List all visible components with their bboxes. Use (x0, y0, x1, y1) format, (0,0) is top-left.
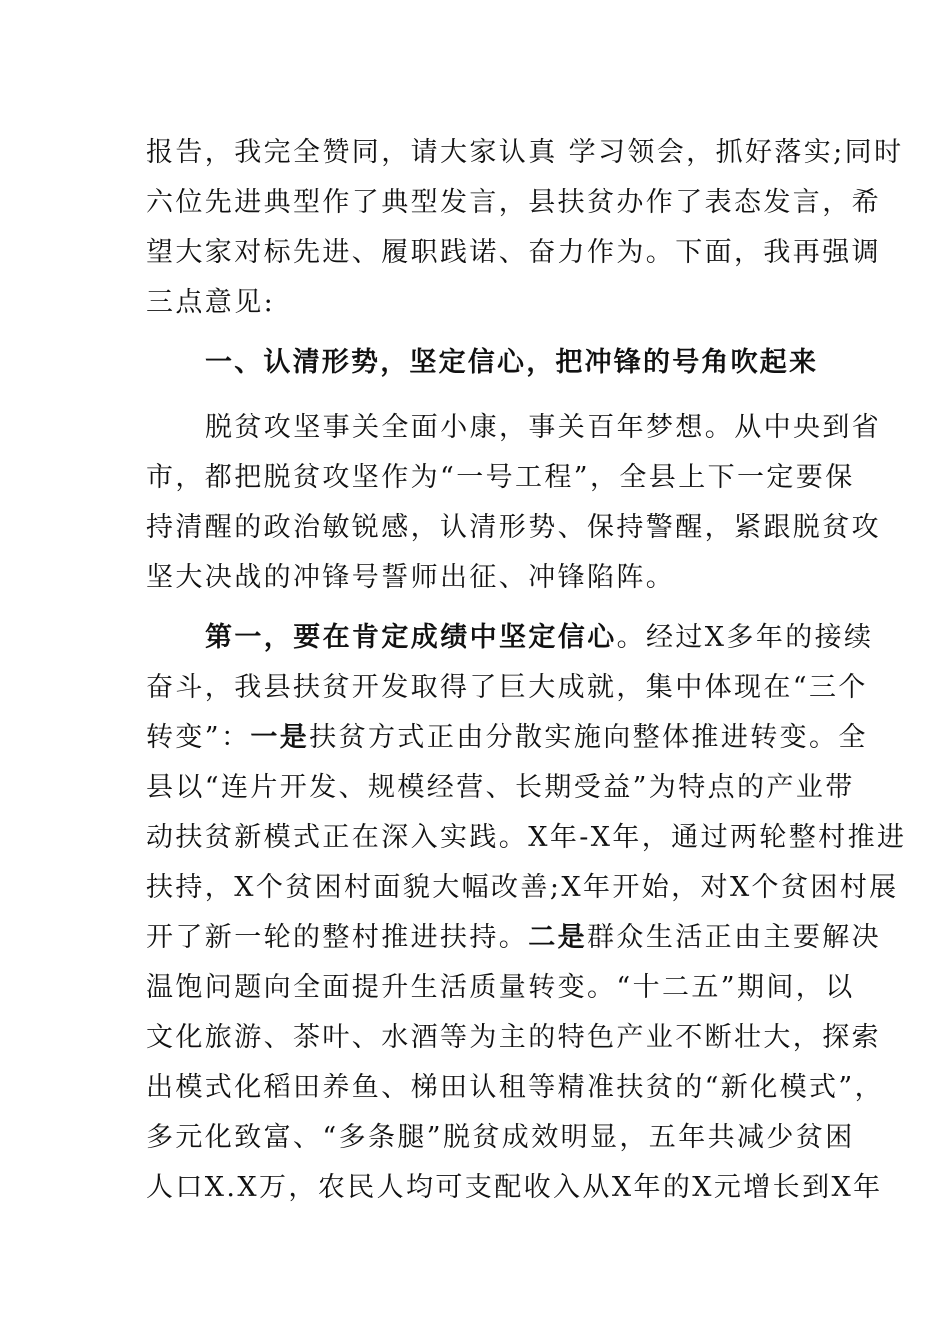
para2-line-2: 奋斗，我县扶贫开发取得了巨大成就，集中体现在“三个 (146, 672, 868, 703)
intro-line-3: 望大家对标先进、履职践诺、奋力作为。下面，我再强调 (146, 237, 881, 268)
para2-line-4: 县以“连片开发、规模经营、长期受益”为特点的产业带 (146, 772, 855, 803)
para2-line-5: 动扶贫新模式正在深入实践。X年-X年，通过两轮整村推进 (146, 822, 907, 853)
para2-line-1-text: 。经过X多年的接续 (616, 622, 874, 653)
para2-line-3-post: 扶贫方式正由分散实施向整体推进转变。全 (309, 722, 868, 753)
para1-line-3: 持清醒的政治敏锐感，认清形势、保持警醒，紧跟脱贫攻 (146, 512, 881, 543)
section-heading: 一、认清形势，坚定信心，把冲锋的号角吹起来 (205, 347, 819, 378)
para2-line-8: 温饱问题向全面提升生活质量转变。“十二五”期间，以 (146, 972, 855, 1003)
intro-line-1: 报告，我完全赞同，请大家认真 学习领会，抓好落实;同时 (146, 137, 904, 168)
intro-line-4: 三点意见: (146, 287, 276, 318)
para2-line-7-post: 群众生活正由主要解决 (587, 922, 882, 953)
para1-line-1: 脱贫攻坚事关全面小康，事关百年梦想。从中央到省 (205, 412, 882, 443)
para2-line-11: 多元化致富、“多条腿”脱贫成效明显，五年共减少贫困 (146, 1122, 855, 1153)
marker-first: 一是 (250, 722, 310, 753)
para2-line-1 (205, 613, 874, 663)
para2-line-7 (146, 913, 882, 963)
point-heading-first: 第一，要在肯定成绩中坚定信心 (205, 622, 617, 653)
para2-line-12: 人口X.X万，农民人均可支配收入从X年的X元增长到X年 (146, 1172, 883, 1203)
para2-line-9: 文化旅游、茶叶、水酒等为主的特色产业不断壮大，探索 (146, 1022, 881, 1053)
para2-line-3 (146, 713, 868, 763)
para1-line-4: 坚大决战的冲锋号誓师出征、冲锋陷阵。 (146, 562, 676, 593)
para2-line-6: 扶持，X个贫困村面貌大幅改善;X年开始，对X个贫困村展 (146, 872, 899, 903)
para2-line-3-pre: 转变”： (146, 722, 251, 753)
para2-line-7-pre: 开了新一轮的整村推进扶持。 (146, 922, 529, 953)
intro-line-2: 六位先进典型作了典型发言，县扶贫办作了表态发言，希 (146, 187, 881, 218)
marker-second: 二是 (528, 922, 588, 953)
para2-line-10: 出模式化稻田养鱼、梯田认租等精准扶贫的“新化模式”， (146, 1072, 885, 1103)
para1-line-2: 市，都把脱贫攻坚作为“一号工程”，全县上下一定要保 (146, 462, 855, 493)
